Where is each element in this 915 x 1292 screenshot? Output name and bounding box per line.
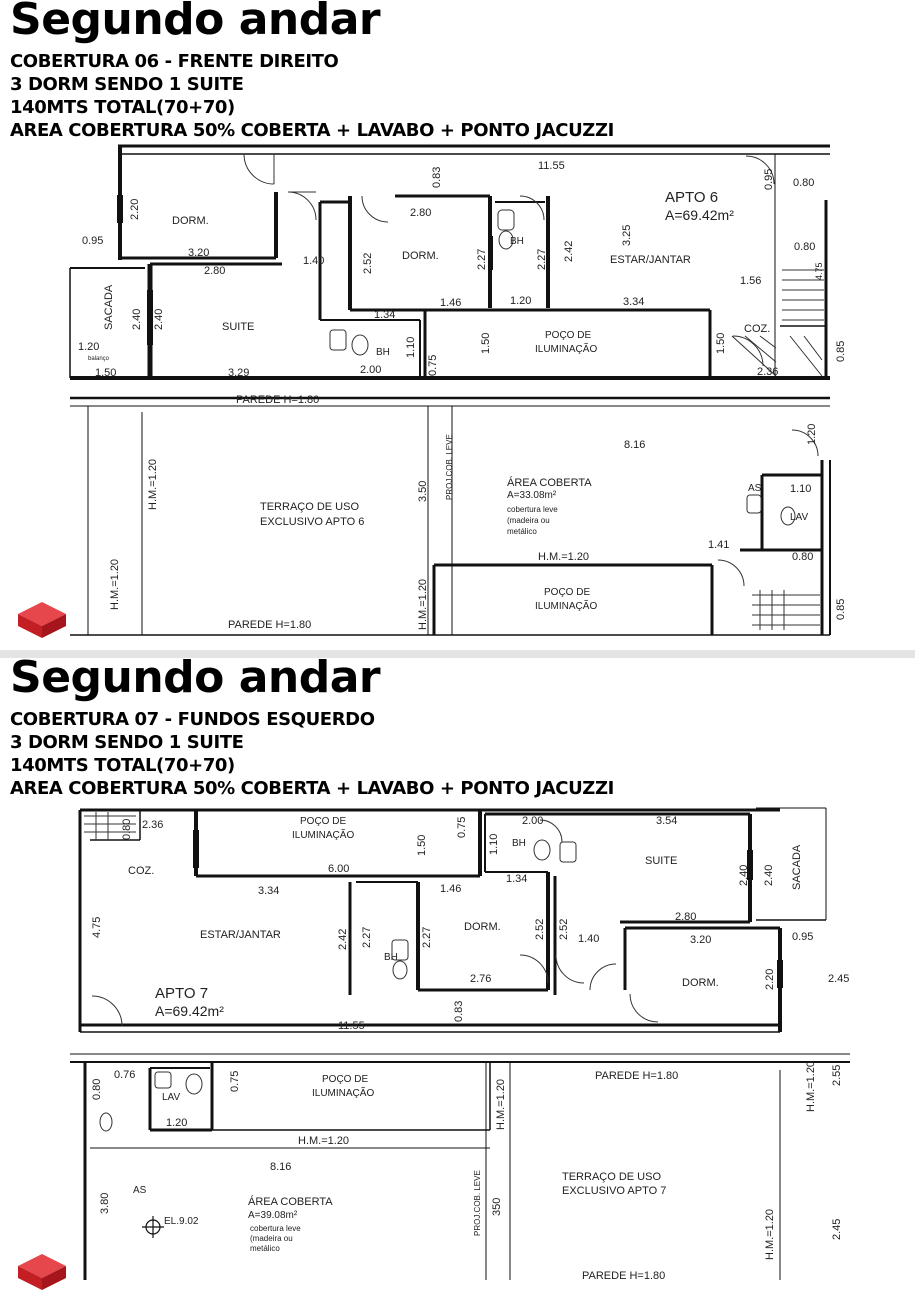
apartment-label: APTO 6 [665, 189, 719, 206]
covered-area-label: ÁREA COBERTA [248, 1196, 333, 1208]
dim-label: 0.95 [82, 235, 104, 247]
dim-label: 1.10 [405, 336, 417, 358]
dim-label: 2.52 [558, 918, 570, 940]
dim-label: 3.25 [621, 224, 633, 246]
dim-label: 3.20 [188, 247, 210, 259]
room-label: COZ. [744, 323, 771, 335]
dimension-labels [78, 160, 847, 379]
covered-area-note: metálico [250, 1244, 280, 1253]
toilet-icon [747, 495, 795, 525]
dim-label: 2.80 [204, 265, 226, 277]
panel-title: Segundo andar [10, 0, 381, 45]
dim-label: 1.50 [416, 834, 428, 856]
floor-plan-drawing [0, 800, 915, 1280]
wall-height-label: PAREDE H=1.80 [582, 1270, 666, 1280]
dim-label: 0.75 [229, 1070, 241, 1092]
dim-label: 0.76 [114, 1069, 136, 1081]
info-line-features: AREA COBERTURA 50% COBERTA + LAVABO + PONTO JACUZZI [10, 778, 614, 799]
dim-label: 2.36 [757, 366, 779, 378]
dim-label: 1.10 [790, 483, 812, 495]
dim-label: 3.29 [228, 367, 250, 379]
dim-label: 1.56 [740, 275, 762, 287]
covered-area-note: (madeira ou [507, 516, 550, 525]
height-label: H.M.=1.20 [298, 1135, 350, 1147]
room-label: POÇO DE [544, 587, 591, 598]
terrace-label: TERRAÇO DE USO [562, 1171, 662, 1183]
terrace-label: TERRAÇO DE USO [260, 501, 360, 513]
dim-label: 2.52 [362, 252, 374, 274]
dim-label: 1.46 [440, 883, 462, 895]
info-line-total-area: 140MTS TOTAL(70+70) [10, 97, 235, 118]
dim-label: 1.41 [708, 539, 730, 551]
dim-label: 2.42 [563, 240, 575, 262]
wall-height-label: PAREDE H=1.80 [236, 394, 320, 406]
terrace-walls [70, 398, 830, 635]
room-label: DORM. [682, 977, 719, 989]
dim-label: 2.00 [522, 815, 544, 827]
dim-label: 2.55 [831, 1064, 843, 1086]
floorplan-panel-cobertura-07 [0, 652, 915, 1280]
cs-logo-icon [16, 1252, 68, 1292]
room-label: POÇO DE [322, 1074, 369, 1085]
dim-label: 0.80 [794, 241, 816, 253]
dim-label: 3.54 [656, 815, 678, 827]
dim-label: 8.16 [270, 1161, 292, 1173]
room-label: DORM. [172, 215, 209, 227]
terrace-labels [91, 1061, 843, 1280]
room-label: ILUMINAÇÃO [535, 601, 598, 612]
dim-label: 1.34 [374, 309, 396, 321]
dim-label: 1.50 [95, 367, 117, 379]
room-label: ILUMINAÇÃO [535, 344, 598, 355]
apartment-label: APTO 7 [155, 985, 209, 1002]
dim-label: 2.42 [337, 928, 349, 950]
dim-label: 0.95 [763, 168, 775, 190]
room-label: ILUMINAÇÃO [312, 1088, 375, 1099]
dim-label: 3.80 [99, 1192, 111, 1214]
dim-label: 1.20 [78, 341, 100, 353]
dim-label: 0.83 [431, 166, 443, 188]
projection-label: PROJ.COB. LEVE [445, 434, 454, 500]
dim-label: 2.45 [828, 973, 850, 985]
dim-label: 1.20 [806, 423, 818, 445]
dim-label: 0.80 [793, 177, 815, 189]
info-line-bedrooms: 3 DORM SENDO 1 SUITE [10, 732, 244, 753]
apartment-area: A=69.42m² [155, 1003, 224, 1019]
covered-area-note: cobertura leve [250, 1224, 301, 1233]
info-line-unit: COBERTURA 06 - FRENTE DIREITO [10, 51, 339, 72]
panel-title: Segundo andar [10, 652, 381, 703]
dim-label: 2.40 [131, 308, 143, 330]
room-label: ESTAR/JANTAR [610, 254, 691, 266]
dim-label: 0.85 [835, 340, 847, 362]
dim-label: 1.46 [440, 297, 462, 309]
wall-height-label: PAREDE H=1.80 [595, 1070, 679, 1082]
room-label: SACADA [791, 844, 803, 890]
room-label: AS [133, 1185, 147, 1196]
info-line-total-area: 140MTS TOTAL(70+70) [10, 755, 235, 776]
dim-label: 2.40 [738, 864, 750, 886]
room-label: SUITE [222, 321, 255, 333]
room-label: BH [510, 236, 524, 247]
covered-area-note: cobertura leve [507, 505, 558, 514]
room-label: BH [384, 952, 398, 963]
terrace-label: EXCLUSIVO APTO 6 [260, 516, 365, 528]
dim-label: 2.27 [361, 926, 373, 948]
room-label: AS [748, 483, 762, 494]
dim-label: 3.50 [417, 480, 429, 502]
height-label: H.M.=1.20 [495, 1078, 507, 1130]
height-label: H.M.=1.20 [764, 1208, 776, 1260]
dim-label: 4.75 [91, 916, 103, 938]
terrace-labels [109, 394, 847, 631]
dim-label: 3.20 [690, 934, 712, 946]
covered-area-note: metálico [507, 527, 537, 536]
dim-label: 350 [491, 1197, 503, 1216]
room-label: BH [376, 347, 390, 358]
info-line-features: AREA COBERTURA 50% COBERTA + LAVABO + PONTO JACUZZI [10, 120, 614, 141]
dim-label: 2.27 [421, 926, 433, 948]
room-label: DORM. [402, 250, 439, 262]
info-line-unit: COBERTURA 07 - FUNDOS ESQUERDO [10, 709, 375, 730]
dim-label: 2.36 [142, 819, 164, 831]
dim-label: 0.95 [792, 931, 814, 943]
wall-height-label: PAREDE H=1.80 [228, 619, 312, 631]
floor-plan-drawing [0, 140, 915, 650]
dim-label: 1.40 [303, 255, 325, 267]
covered-area-note: (madeira ou [250, 1234, 293, 1243]
room-label: ESTAR/JANTAR [200, 929, 281, 941]
dim-label: 11.55 [338, 1020, 365, 1032]
dim-label: 1.40 [578, 933, 600, 945]
dim-label: 0.80 [792, 551, 814, 563]
dim-label: 2.27 [476, 248, 488, 270]
dim-label: 1.50 [480, 332, 492, 354]
dim-label: 2.20 [129, 198, 141, 220]
dim-label: 3.34 [623, 296, 645, 308]
room-label: ILUMINAÇÃO [292, 830, 355, 841]
room-label: BH [512, 838, 526, 849]
dim-label: 8.16 [624, 439, 646, 451]
dim-label: 0.83 [453, 1000, 465, 1022]
info-line-bedrooms: 3 DORM SENDO 1 SUITE [10, 74, 244, 95]
dim-label: 2.20 [764, 968, 776, 990]
height-label: H.M.=1.20 [538, 551, 590, 563]
room-label: balanço [88, 356, 110, 362]
terrace-label: EXCLUSIVO APTO 7 [562, 1185, 667, 1197]
height-label: H.M.=1.20 [417, 578, 429, 630]
height-label: H.M.=1.20 [147, 458, 159, 510]
dim-label: 0.75 [427, 354, 439, 376]
dim-label: 2.27 [536, 248, 548, 270]
elevation-marker-icon [142, 1216, 164, 1238]
dim-label: 2.45 [831, 1218, 843, 1240]
dim-label: 3.34 [258, 885, 280, 897]
room-label: LAV [162, 1092, 181, 1103]
room-label: DORM. [464, 921, 501, 933]
dim-label: 2.76 [470, 973, 492, 985]
dim-label: 1.20 [166, 1117, 188, 1129]
room-label: SUITE [645, 855, 678, 867]
covered-area-value: A=39.08m² [248, 1210, 298, 1221]
dim-label: 4.75 [814, 262, 824, 280]
dim-label: 0.80 [121, 818, 133, 840]
dim-label: 11.55 [538, 160, 565, 172]
covered-area-value: A=33.08m² [507, 490, 557, 501]
height-label: H.M.=1.20 [109, 558, 121, 610]
dim-label: 2.80 [410, 207, 432, 219]
dim-label: 1.10 [488, 833, 500, 855]
dim-label: 2.52 [534, 918, 546, 940]
dim-label: 2.80 [675, 911, 697, 923]
stairs-icon [718, 430, 820, 630]
room-label: LAV [790, 512, 809, 523]
room-label: POÇO DE [300, 816, 347, 827]
dim-label: 0.85 [835, 598, 847, 620]
dim-label: 2.40 [153, 308, 165, 330]
room-label: COZ. [128, 865, 155, 877]
projection-label: PROJ.COB. LEVE [473, 1170, 482, 1236]
room-label: POÇO DE [545, 330, 592, 341]
covered-area-label: ÁREA COBERTA [507, 477, 592, 489]
dim-label: 2.40 [763, 864, 775, 886]
apartment-area: A=69.42m² [665, 207, 734, 223]
cs-logo-icon [16, 600, 68, 640]
dim-label: 0.75 [456, 816, 468, 838]
dim-label: 1.34 [506, 873, 528, 885]
dim-label: 2.00 [360, 364, 382, 376]
dim-label: 1.20 [510, 295, 532, 307]
dim-label: 6.00 [328, 863, 350, 875]
dim-label: 0.80 [91, 1078, 103, 1100]
room-label: SACADA [103, 284, 115, 330]
dim-label: 1.50 [715, 332, 727, 354]
height-label: H.M.=1.20 [805, 1060, 817, 1112]
elevation-label: EL.9.02 [164, 1216, 199, 1227]
